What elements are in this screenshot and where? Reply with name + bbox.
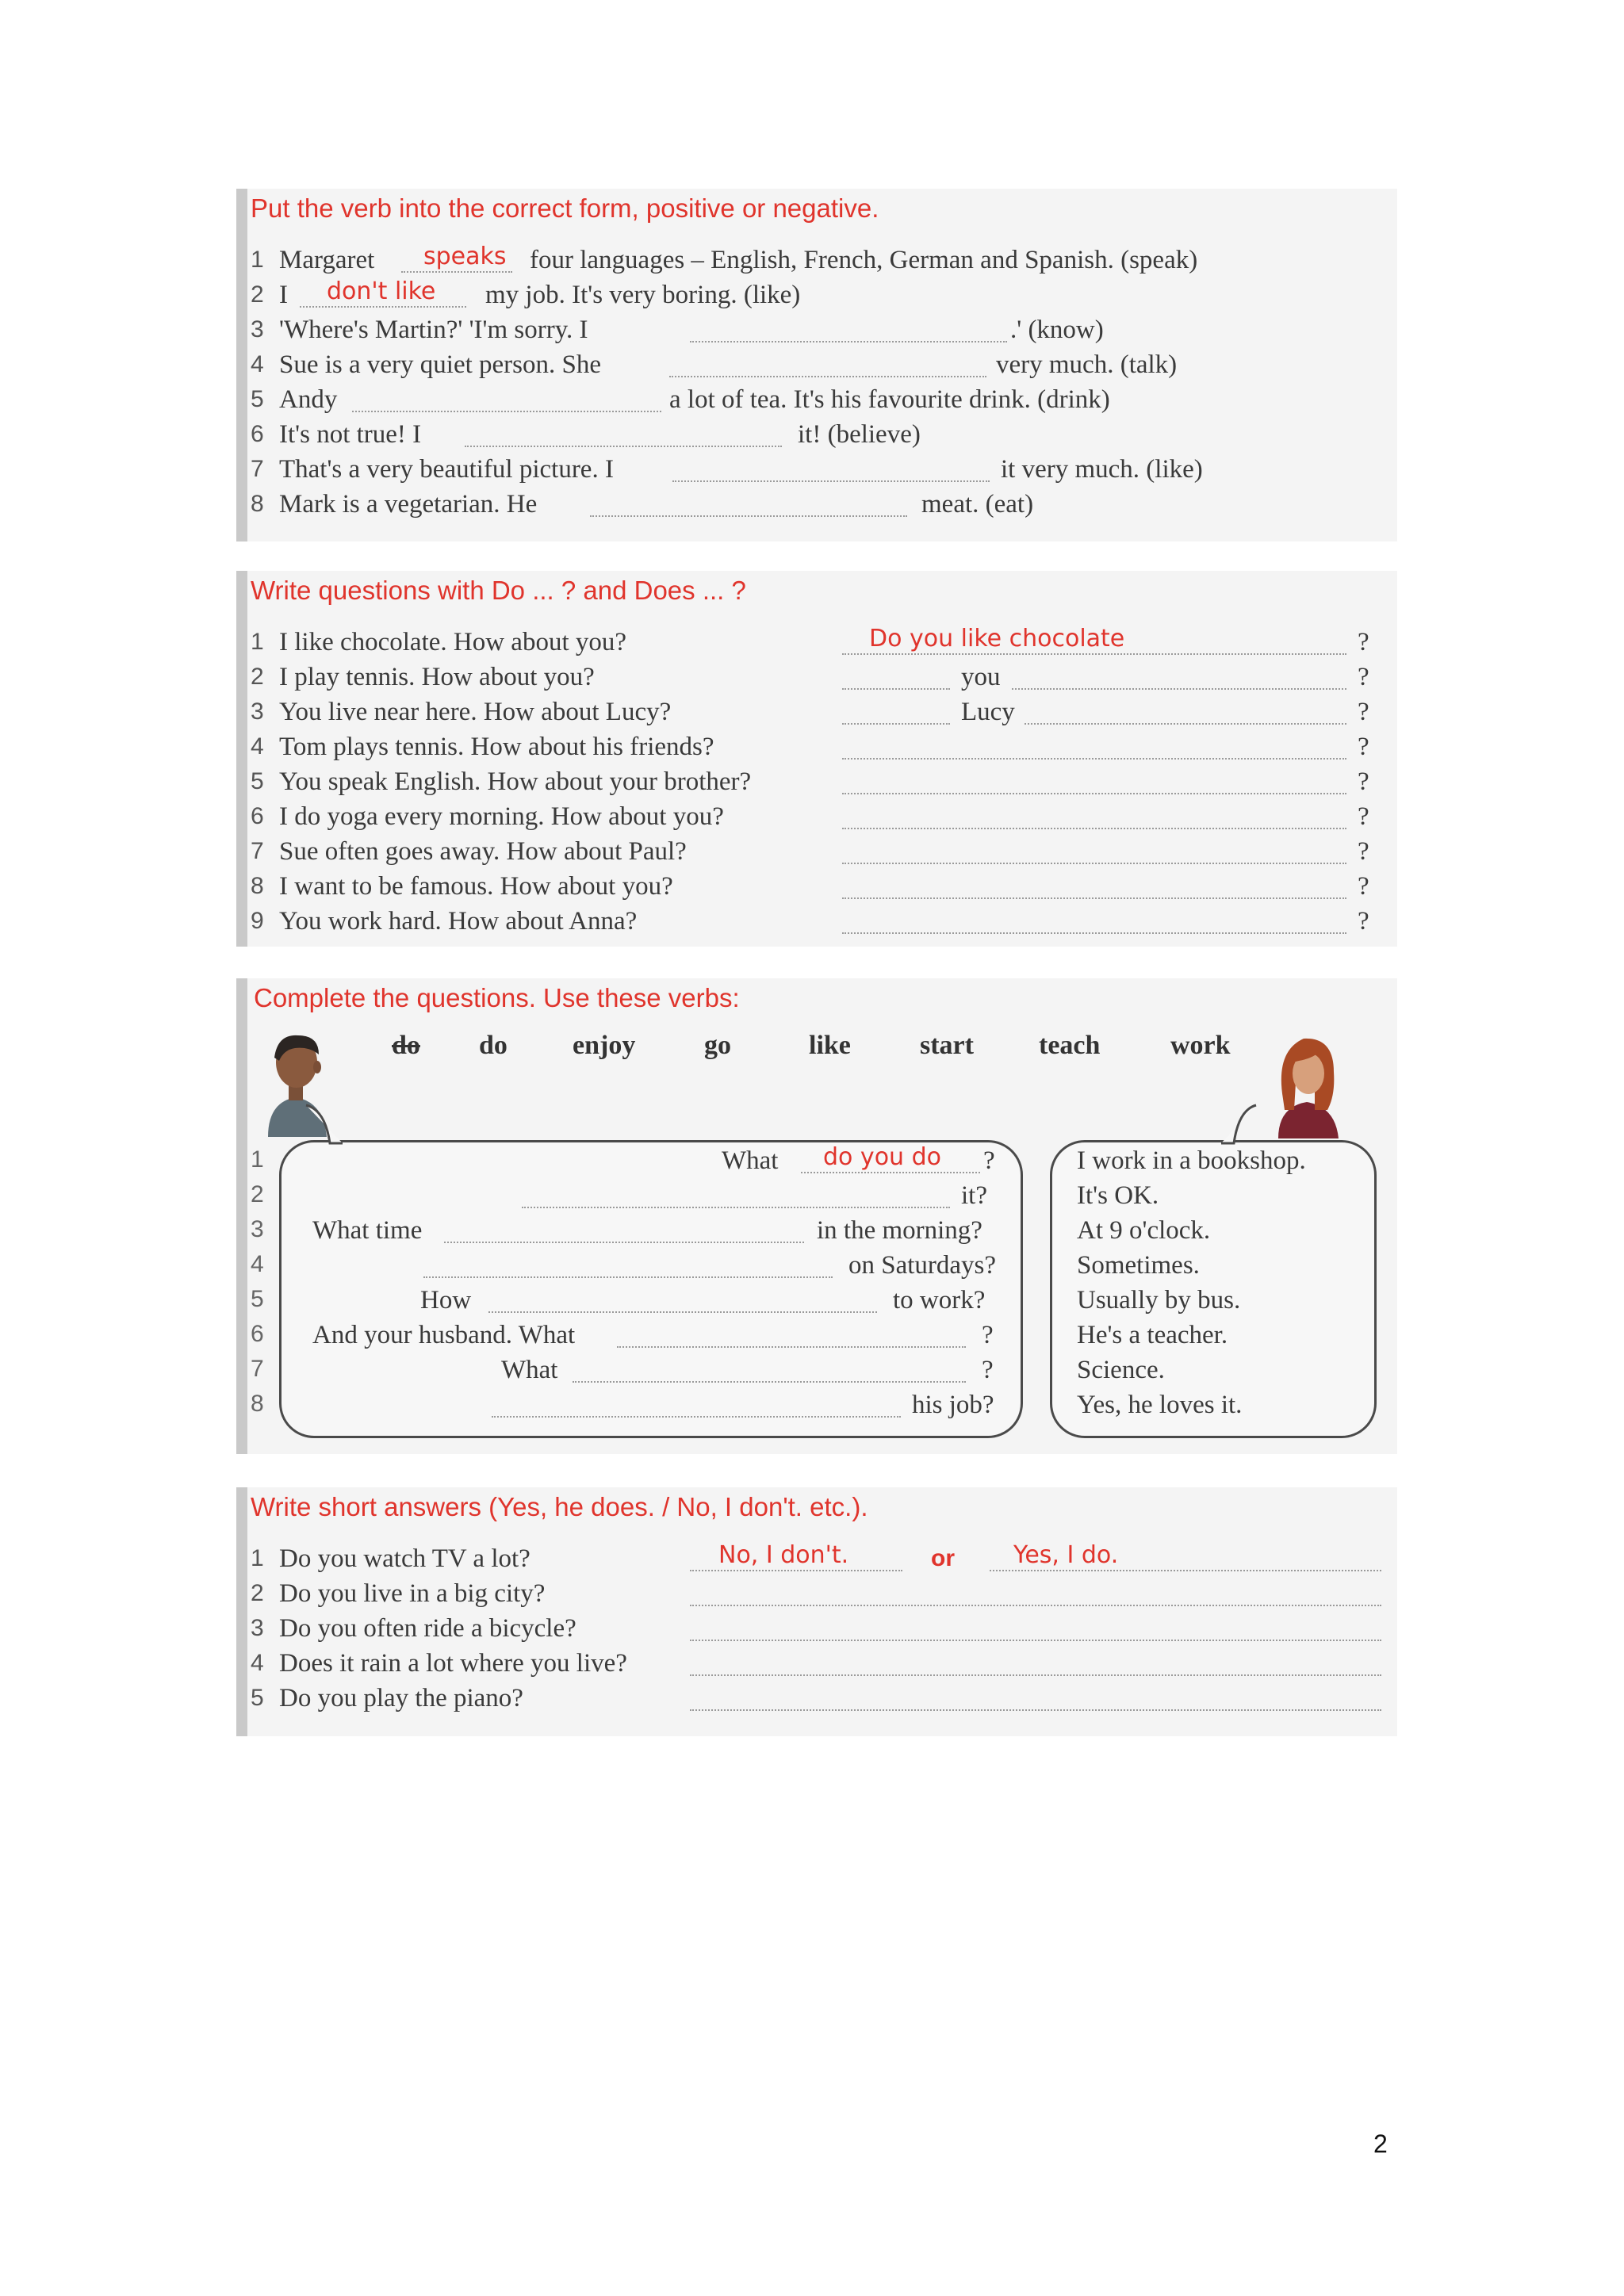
- item-text: I want to be famous. How about you?: [279, 872, 673, 901]
- item-text: four languages – English, French, German and Spanish. (speak): [530, 246, 1198, 274]
- answer-blank[interactable]: [444, 1242, 804, 1243]
- item-number: 1: [251, 247, 264, 273]
- item-text: He's a teacher.: [1077, 1321, 1228, 1349]
- answer-blank[interactable]: [669, 376, 986, 377]
- answer-blank[interactable]: [690, 1605, 1381, 1606]
- answer-blank[interactable]: [423, 1276, 833, 1278]
- item-text: How: [420, 1286, 472, 1314]
- question-mark: ?: [1358, 872, 1369, 901]
- question-mark: ?: [1358, 628, 1369, 656]
- ex3-question-6: [236, 1318, 1013, 1353]
- ex3-answer-3: [1077, 1213, 1362, 1248]
- item-text: a lot of tea. It's his favourite drink. (drink): [669, 385, 1110, 414]
- item-text: it! (believe): [798, 420, 921, 449]
- ex3-question-2: [236, 1178, 1013, 1213]
- item-text: I play tennis. How about you?: [279, 663, 595, 691]
- item-number: 4: [251, 733, 264, 760]
- item-text: And your husband. What: [312, 1321, 576, 1349]
- verb: like: [809, 1031, 851, 1060]
- item-number: 9: [251, 908, 264, 934]
- item-text: 'Where's Martin?' 'I'm sorry. I: [279, 316, 588, 344]
- item-text: meat. (eat): [921, 490, 1034, 519]
- item-number: 7: [251, 456, 264, 482]
- page-number: 2: [1373, 2130, 1388, 2158]
- question-mark: ?: [1358, 907, 1369, 936]
- answer-blank[interactable]: [842, 793, 1346, 794]
- item-text: I like chocolate. How about you?: [279, 628, 627, 656]
- verb: start: [920, 1031, 974, 1060]
- exercise-4: [236, 1487, 1397, 1736]
- answer-blank[interactable]: [465, 446, 782, 447]
- item-text: on Saturdays?: [848, 1251, 997, 1280]
- ex3-question-7: [236, 1353, 1013, 1387]
- item-text: Do you live in a big city?: [279, 1579, 546, 1608]
- ex2-item-5: [251, 764, 1381, 799]
- ex2-item-6: [251, 799, 1381, 834]
- item-text: ?: [982, 1321, 994, 1349]
- item-text: You speak English. How about your brother?: [279, 767, 752, 796]
- item-text: in the morning?: [817, 1216, 982, 1245]
- item-text: You live near here. How about Lucy?: [279, 698, 672, 726]
- or-label: or: [931, 1545, 955, 1571]
- item-text: At 9 o'clock.: [1077, 1216, 1211, 1245]
- ex1-item-2: [251, 277, 1381, 312]
- answer-blank[interactable]: [1025, 723, 1346, 725]
- question-mark: ?: [1358, 733, 1369, 761]
- question-mark: ?: [1358, 802, 1369, 831]
- item-text: it?: [961, 1181, 987, 1210]
- item-text: It's OK.: [1077, 1181, 1159, 1210]
- item-number: 1: [251, 1545, 264, 1571]
- handwritten-answer: No, I don't.: [718, 1541, 849, 1569]
- answer-blank[interactable]: [842, 932, 1346, 934]
- verb-list: [236, 1031, 1397, 1066]
- item-number: 1: [251, 629, 264, 655]
- ex3-question-8: [236, 1387, 1013, 1422]
- item-text: Tom plays tennis. How about his friends?: [279, 733, 714, 761]
- item-number: 4: [251, 1251, 264, 1277]
- ex3-answer-5: [1077, 1283, 1362, 1318]
- item-text: Margaret: [279, 246, 375, 274]
- answer-blank[interactable]: [573, 1381, 966, 1383]
- item-number: 8: [251, 491, 264, 517]
- bubble-tail-right: [1216, 1104, 1264, 1145]
- ex3-answer-2: [1077, 1178, 1362, 1213]
- answer-blank[interactable]: [842, 758, 1346, 760]
- ex1-item-8: [251, 487, 1381, 522]
- verb: do: [479, 1031, 508, 1060]
- ex4-item-2: [251, 1576, 1381, 1611]
- item-text: Do you often ride a bicycle?: [279, 1614, 576, 1643]
- answer-blank[interactable]: [492, 1416, 901, 1418]
- answer-blank[interactable]: [690, 341, 1007, 342]
- ex2-item-3: [251, 695, 1381, 729]
- item-number: 5: [251, 1685, 264, 1711]
- item-number: 3: [251, 1615, 264, 1641]
- ex4-item-4: [251, 1646, 1381, 1681]
- answer-blank[interactable]: [488, 1311, 877, 1313]
- answer-blank[interactable]: [842, 863, 1346, 864]
- answer-blank[interactable]: [842, 723, 950, 725]
- item-text: ?: [982, 1356, 994, 1384]
- handwritten-answer: Do you like chocolate: [869, 625, 1125, 652]
- item-number: 8: [251, 1391, 264, 1417]
- item-number: 8: [251, 873, 264, 899]
- ex3-question-4: [236, 1248, 1013, 1283]
- answer-blank[interactable]: [672, 480, 990, 482]
- exercise-side-bar: [236, 571, 247, 947]
- item-text: .' (know): [1010, 316, 1104, 344]
- item-text: his job?: [912, 1391, 994, 1419]
- item-number: 3: [251, 1216, 264, 1242]
- item-number: 1: [251, 1146, 264, 1173]
- handwritten-answer: don't like: [327, 277, 436, 305]
- item-text: What: [501, 1356, 558, 1384]
- item-number: 7: [251, 838, 264, 864]
- ex3-answer-4: [1077, 1248, 1362, 1283]
- item-number: 6: [251, 421, 264, 447]
- item-text: I work in a bookshop.: [1077, 1146, 1306, 1175]
- ex2-item-4: [251, 729, 1381, 764]
- item-number: 3: [251, 316, 264, 342]
- item-text: What: [722, 1146, 779, 1175]
- item-number: 7: [251, 1356, 264, 1382]
- item-text: it very much. (like): [1001, 455, 1203, 484]
- exercise-1-heading: Put the verb into the correct form, positive or negative.: [251, 193, 879, 223]
- item-number: 4: [251, 351, 264, 377]
- ex3-answer-7: [1077, 1353, 1362, 1387]
- verb: work: [1170, 1031, 1231, 1060]
- item-number: 5: [251, 386, 264, 412]
- handwritten-answer: do you do: [823, 1143, 941, 1171]
- item-text: you: [961, 663, 1001, 691]
- ex1-item-1: [251, 243, 1381, 277]
- verb: teach: [1039, 1031, 1101, 1060]
- item-text: You work hard. How about Anna?: [279, 907, 638, 936]
- ex2-item-7: [251, 834, 1381, 869]
- answer-blank[interactable]: [617, 1346, 966, 1348]
- item-number: 4: [251, 1650, 264, 1676]
- item-text: Sometimes.: [1077, 1251, 1200, 1280]
- item-text: Usually by bus.: [1077, 1286, 1241, 1314]
- answer-blank[interactable]: [352, 411, 661, 412]
- item-text: It's not true! I: [279, 420, 422, 449]
- item-text: very much. (talk): [996, 350, 1178, 379]
- item-number: 6: [251, 803, 264, 829]
- item-number: 2: [251, 1181, 264, 1207]
- answer-blank[interactable]: [842, 828, 1346, 829]
- item-text: Does it rain a lot where you live?: [279, 1649, 627, 1678]
- verb-crossed: do: [392, 1031, 420, 1060]
- question-mark: ?: [1358, 837, 1369, 866]
- item-text: That's a very beautiful picture. I: [279, 455, 614, 484]
- ex3-question-5: [236, 1283, 1013, 1318]
- handwritten-answer: speaks: [423, 243, 507, 270]
- ex2-item-2: [251, 660, 1381, 695]
- item-number: 3: [251, 698, 264, 725]
- item-text: to work?: [893, 1286, 986, 1314]
- ex3-answer-1: [1077, 1143, 1362, 1178]
- item-text: my job. It's very boring. (like): [485, 281, 801, 309]
- item-number: 2: [251, 281, 264, 308]
- ex1-item-4: [251, 347, 1381, 382]
- item-text: Yes, he loves it.: [1077, 1391, 1243, 1419]
- ex1-item-6: [251, 417, 1381, 452]
- item-text: Sue is a very quiet person. She: [279, 350, 602, 379]
- exercise-3-heading: Complete the questions. Use these verbs:: [254, 983, 740, 1012]
- answer-blank[interactable]: [1012, 688, 1346, 690]
- item-text: ?: [983, 1146, 995, 1175]
- exercise-3: [236, 978, 1397, 1454]
- answer-blank[interactable]: [842, 688, 950, 690]
- item-text: Do you watch TV a lot?: [279, 1544, 530, 1573]
- answer-blank[interactable]: [690, 1674, 1381, 1676]
- item-number: 2: [251, 664, 264, 690]
- ex1-item-7: [251, 452, 1381, 487]
- question-mark: ?: [1358, 698, 1369, 726]
- item-text: I do yoga every morning. How about you?: [279, 802, 724, 831]
- item-text: Sue often goes away. How about Paul?: [279, 837, 687, 866]
- question-mark: ?: [1358, 767, 1369, 796]
- ex3-answer-6: [1077, 1318, 1362, 1353]
- item-text: What time: [312, 1216, 423, 1245]
- item-text: Mark is a vegetarian. He: [279, 490, 538, 519]
- verb: enjoy: [573, 1031, 636, 1060]
- answer-blank[interactable]: [842, 897, 1346, 899]
- question-mark: ?: [1358, 663, 1369, 691]
- ex1-item-3: [251, 312, 1381, 347]
- ex2-item-9: [251, 904, 1381, 939]
- answer-blank[interactable]: [690, 1709, 1381, 1711]
- handwritten-answer: Yes, I do.: [1013, 1541, 1119, 1569]
- verb: go: [704, 1031, 731, 1060]
- ex3-question-1: [236, 1143, 1013, 1178]
- ex2-item-8: [251, 869, 1381, 904]
- ex2-item-1: [251, 625, 1381, 660]
- exercise-2-heading: Write questions with Do ... ? and Does ... ?: [251, 576, 746, 605]
- item-text: Andy: [279, 385, 338, 414]
- exercise-2: [236, 571, 1397, 947]
- ex3-answer-8: [1077, 1387, 1362, 1422]
- ex4-item-3: [251, 1611, 1381, 1646]
- item-number: 6: [251, 1321, 264, 1347]
- bubble-tail-left: [301, 1104, 349, 1145]
- exercise-4-heading: Write short answers (Yes, he does. / No, I don't. etc.).: [251, 1492, 868, 1521]
- item-text: Do you play the piano?: [279, 1684, 523, 1712]
- ex1-item-5: [251, 382, 1381, 417]
- item-number: 2: [251, 1580, 264, 1606]
- exercise-side-bar: [236, 1487, 247, 1736]
- answer-blank[interactable]: [522, 1207, 950, 1208]
- answer-blank[interactable]: [590, 515, 907, 517]
- item-number: 5: [251, 1286, 264, 1312]
- ex4-item-1: [251, 1541, 1381, 1576]
- ex4-item-5: [251, 1681, 1381, 1716]
- exercise-side-bar: [236, 189, 247, 541]
- answer-blank[interactable]: [690, 1640, 1381, 1641]
- item-text: Science.: [1077, 1356, 1165, 1384]
- ex3-question-3: [236, 1213, 1013, 1248]
- item-text: Lucy: [961, 698, 1015, 726]
- item-text: I: [279, 281, 288, 309]
- item-number: 5: [251, 768, 264, 794]
- exercise-1: [236, 189, 1397, 541]
